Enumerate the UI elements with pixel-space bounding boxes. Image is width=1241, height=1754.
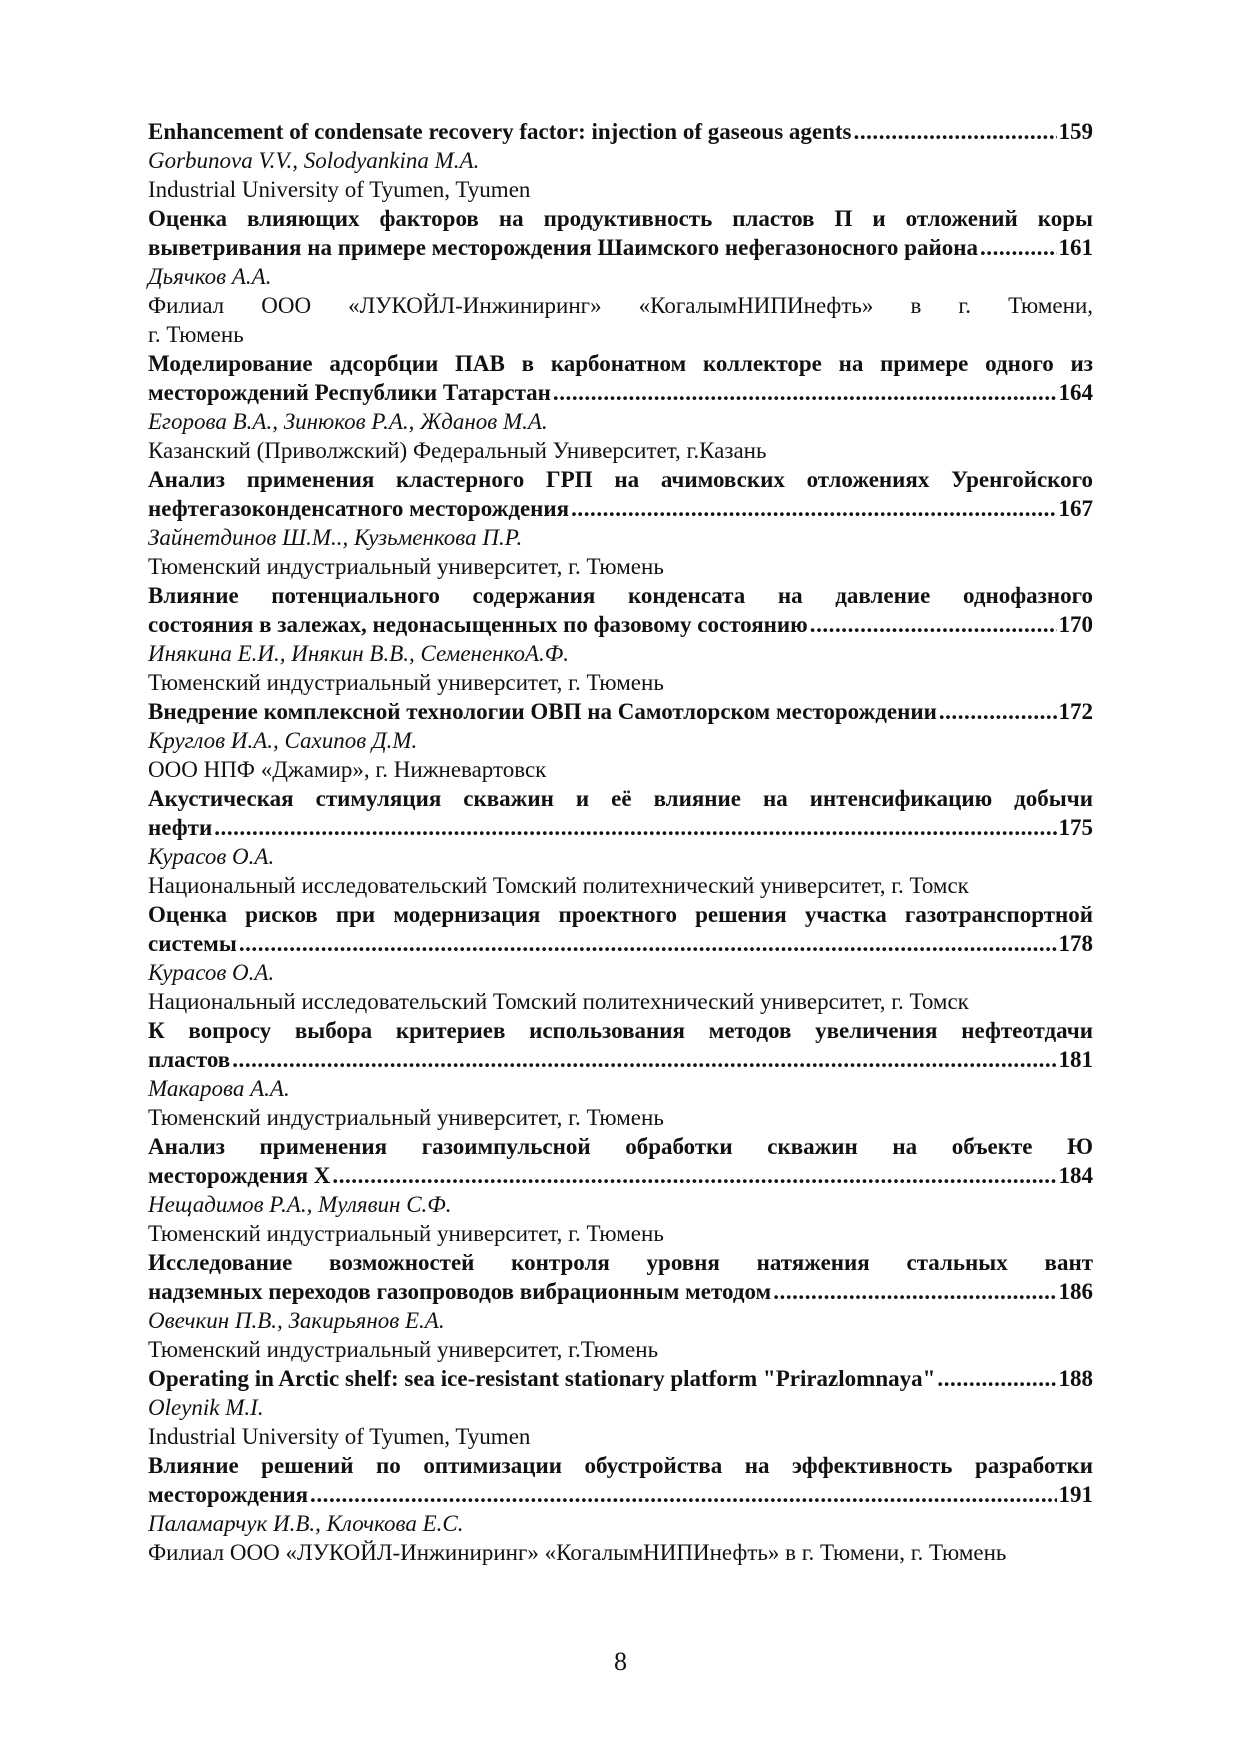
dot-leader bbox=[332, 1161, 1056, 1190]
entry-authors: Курасов О.А. bbox=[148, 960, 275, 985]
entry-title-line: Моделирование адсорбции ПАВ в карбонатном коллекторе на примере одного из bbox=[148, 351, 1093, 376]
dot-leader bbox=[571, 494, 1056, 523]
entry-title-line: Enhancement of condensate recovery factor: injection of gaseous agents bbox=[148, 119, 852, 144]
entry-affiliation: Тюменский индустриальный университет, г. Тюмень bbox=[148, 1105, 664, 1130]
entry-authors: Овечкин П.В., Закирьянов Е.А. bbox=[148, 1308, 445, 1333]
entry-title-line: Акустическая стимуляция скважин и её влияние на интенсификацию добычи bbox=[148, 786, 1093, 811]
entry-title-line: Влияние потенциального содержания конденсата на давление однофазного bbox=[148, 583, 1093, 608]
entry-title-leader-line bbox=[148, 1161, 1093, 1190]
entry-page-number: 186 bbox=[1058, 1279, 1093, 1304]
entry-title-line: Влияние решений по оптимизации обустройства на эффективность разработки bbox=[148, 1453, 1093, 1478]
entry-authors: Нещадимов Р.А., Мулявин С.Ф. bbox=[148, 1192, 452, 1217]
entry-page-number: 175 bbox=[1058, 815, 1093, 840]
entry-title-leader-line bbox=[148, 1277, 1093, 1306]
entry-title-line: надземных переходов газопроводов вибрационным методом bbox=[148, 1279, 772, 1304]
entry-page-number: 164 bbox=[1058, 380, 1093, 405]
entry-title-line: нефтегазоконденсатного месторождения bbox=[148, 496, 570, 521]
entry-affiliation: Национальный исследовательский Томский политехнический университет, г. Томск bbox=[148, 873, 969, 898]
dot-leader bbox=[553, 378, 1057, 407]
entry-affiliation: Industrial University of Tyumen, Tyumen bbox=[148, 177, 531, 202]
entry-title-leader-line bbox=[148, 378, 1093, 407]
entry-affiliation: г. Тюмень bbox=[148, 322, 244, 347]
entry-affiliation: Филиал ООО «ЛУКОЙЛ-Инжиниринг» «КогалымНИПИнефть» в г. Тюмени, bbox=[148, 293, 1093, 318]
entry-title-leader-line bbox=[148, 1480, 1093, 1509]
entry-authors: Круглов И.А., Сахипов Д.М. bbox=[148, 728, 418, 753]
entry-affiliation: Тюменский индустриальный университет, г.Тюмень bbox=[148, 1337, 659, 1362]
dot-leader bbox=[939, 697, 1057, 726]
entry-title-line: Внедрение комплексной технологии ОВП на Самотлорском месторождении bbox=[148, 699, 937, 724]
toc-entry bbox=[148, 349, 1093, 465]
toc-entry bbox=[148, 1364, 1093, 1451]
entry-authors: Инякина Е.И., Инякин В.В., СемененкоА.Ф. bbox=[148, 641, 569, 666]
dot-leader bbox=[937, 1364, 1056, 1393]
entry-title-leader-line bbox=[148, 233, 1093, 262]
toc-entry bbox=[148, 465, 1093, 581]
entry-title-leader-line bbox=[148, 117, 1093, 146]
dot-leader bbox=[810, 610, 1057, 639]
entry-title-line: пластов bbox=[148, 1047, 231, 1072]
entry-title-line: Operating in Arctic shelf: sea ice-resistant stationary platform "Prirazlomnaya" bbox=[148, 1366, 936, 1391]
entry-affiliation: ООО НПФ «Джамир», г. Нижневартовск bbox=[148, 757, 547, 782]
entry-title-leader-line bbox=[148, 494, 1093, 523]
entry-page-number: 181 bbox=[1058, 1047, 1093, 1072]
entry-page-number: 184 bbox=[1058, 1163, 1093, 1188]
entry-affiliation: Филиал ООО «ЛУКОЙЛ-Инжиниринг» «КогалымНИПИнефть» в г. Тюмени, г. Тюмень bbox=[148, 1540, 1007, 1565]
entry-affiliation: Казанский (Приволжский) Федеральный Университет, г.Казань bbox=[148, 438, 767, 463]
entry-page-number: 161 bbox=[1058, 235, 1093, 260]
entry-authors: Дьячков А.А. bbox=[148, 264, 272, 289]
entry-authors: Oleynik M.I. bbox=[148, 1395, 264, 1420]
entry-title-line: выветривания на примере месторождения Шаимского нефегазоносного района bbox=[148, 235, 978, 260]
entry-title-line: системы bbox=[148, 931, 237, 956]
page-number: 8 bbox=[614, 1647, 627, 1676]
entry-authors: Зайнетдинов Ш.М.., Кузьменкова П.Р. bbox=[148, 525, 523, 550]
toc-entry bbox=[148, 1451, 1093, 1567]
entry-title-line: нефти bbox=[148, 815, 213, 840]
toc-entry bbox=[148, 1132, 1093, 1248]
entry-title-line: Анализ применения кластерного ГРП на ачимовских отложениях Уренгойского bbox=[148, 467, 1093, 492]
entry-page-number: 167 bbox=[1058, 496, 1093, 521]
toc-entry bbox=[148, 117, 1093, 204]
entry-page-number: 170 bbox=[1058, 612, 1093, 637]
toc-entry bbox=[148, 204, 1093, 349]
entry-authors: Курасов О.А. bbox=[148, 844, 275, 869]
entry-page-number: 172 bbox=[1058, 699, 1093, 724]
entry-title-line: месторождения bbox=[148, 1482, 309, 1507]
toc-entry bbox=[148, 784, 1093, 900]
entry-page-number: 191 bbox=[1058, 1482, 1093, 1507]
entry-title-line: состояния в залежах, недонасыщенных по фазовому состоянию bbox=[148, 612, 808, 637]
dot-leader bbox=[232, 1045, 1056, 1074]
dot-leader bbox=[214, 813, 1056, 842]
entry-title-leader-line bbox=[148, 610, 1093, 639]
entry-title-leader-line bbox=[148, 697, 1093, 726]
entry-authors: Макарова А.А. bbox=[148, 1076, 290, 1101]
entry-title-line: Исследование возможностей контроля уровня натяжения стальных вант bbox=[148, 1250, 1093, 1275]
dot-leader bbox=[980, 233, 1057, 262]
entry-title-line: месторождения Х bbox=[148, 1163, 331, 1188]
entry-affiliation: Industrial University of Tyumen, Tyumen bbox=[148, 1424, 531, 1449]
toc-entry bbox=[148, 697, 1093, 784]
entry-affiliation: Национальный исследовательский Томский политехнический университет, г. Томск bbox=[148, 989, 969, 1014]
entry-title-line: К вопросу выбора критериев использования методов увеличения нефтеотдачи bbox=[148, 1018, 1093, 1043]
dot-leader bbox=[773, 1277, 1056, 1306]
entry-affiliation: Тюменский индустриальный университет, г. Тюмень bbox=[148, 1221, 664, 1246]
entry-authors: Паламарчук И.В., Клочкова Е.С. bbox=[148, 1511, 464, 1536]
toc-entry bbox=[148, 1016, 1093, 1132]
entry-title-leader-line bbox=[148, 813, 1093, 842]
entry-title-leader-line bbox=[148, 929, 1093, 958]
entry-title-leader-line bbox=[148, 1045, 1093, 1074]
entry-page-number: 188 bbox=[1058, 1366, 1093, 1391]
table-of-contents bbox=[148, 117, 1093, 1567]
entry-authors: Gorbunova V.V., Solodyankina M.A. bbox=[148, 148, 480, 173]
entry-page-number: 178 bbox=[1058, 931, 1093, 956]
toc-entry bbox=[148, 1248, 1093, 1364]
entry-page-number: 159 bbox=[1058, 119, 1093, 144]
entry-title-leader-line bbox=[148, 1364, 1093, 1393]
entry-authors: Егорова В.А., Зинюков Р.А., Жданов М.А. bbox=[148, 409, 548, 434]
entry-title-line: Оценка рисков при модернизация проектного решения участка газотранспортной bbox=[148, 902, 1093, 927]
dot-leader bbox=[310, 1480, 1056, 1509]
entry-affiliation: Тюменский индустриальный университет, г. Тюмень bbox=[148, 554, 664, 579]
dot-leader bbox=[239, 929, 1057, 958]
toc-entry bbox=[148, 581, 1093, 697]
entry-title-line: Анализ применения газоимпульсной обработки скважин на объекте Ю bbox=[148, 1134, 1093, 1159]
toc-entry bbox=[148, 900, 1093, 1016]
dot-leader bbox=[854, 117, 1057, 146]
entry-title-line: месторождений Республики Татарстан bbox=[148, 380, 551, 405]
entry-title-line: Оценка влияющих факторов на продуктивность пластов П и отложений коры bbox=[148, 206, 1093, 231]
entry-affiliation: Тюменский индустриальный университет, г. Тюмень bbox=[148, 670, 664, 695]
